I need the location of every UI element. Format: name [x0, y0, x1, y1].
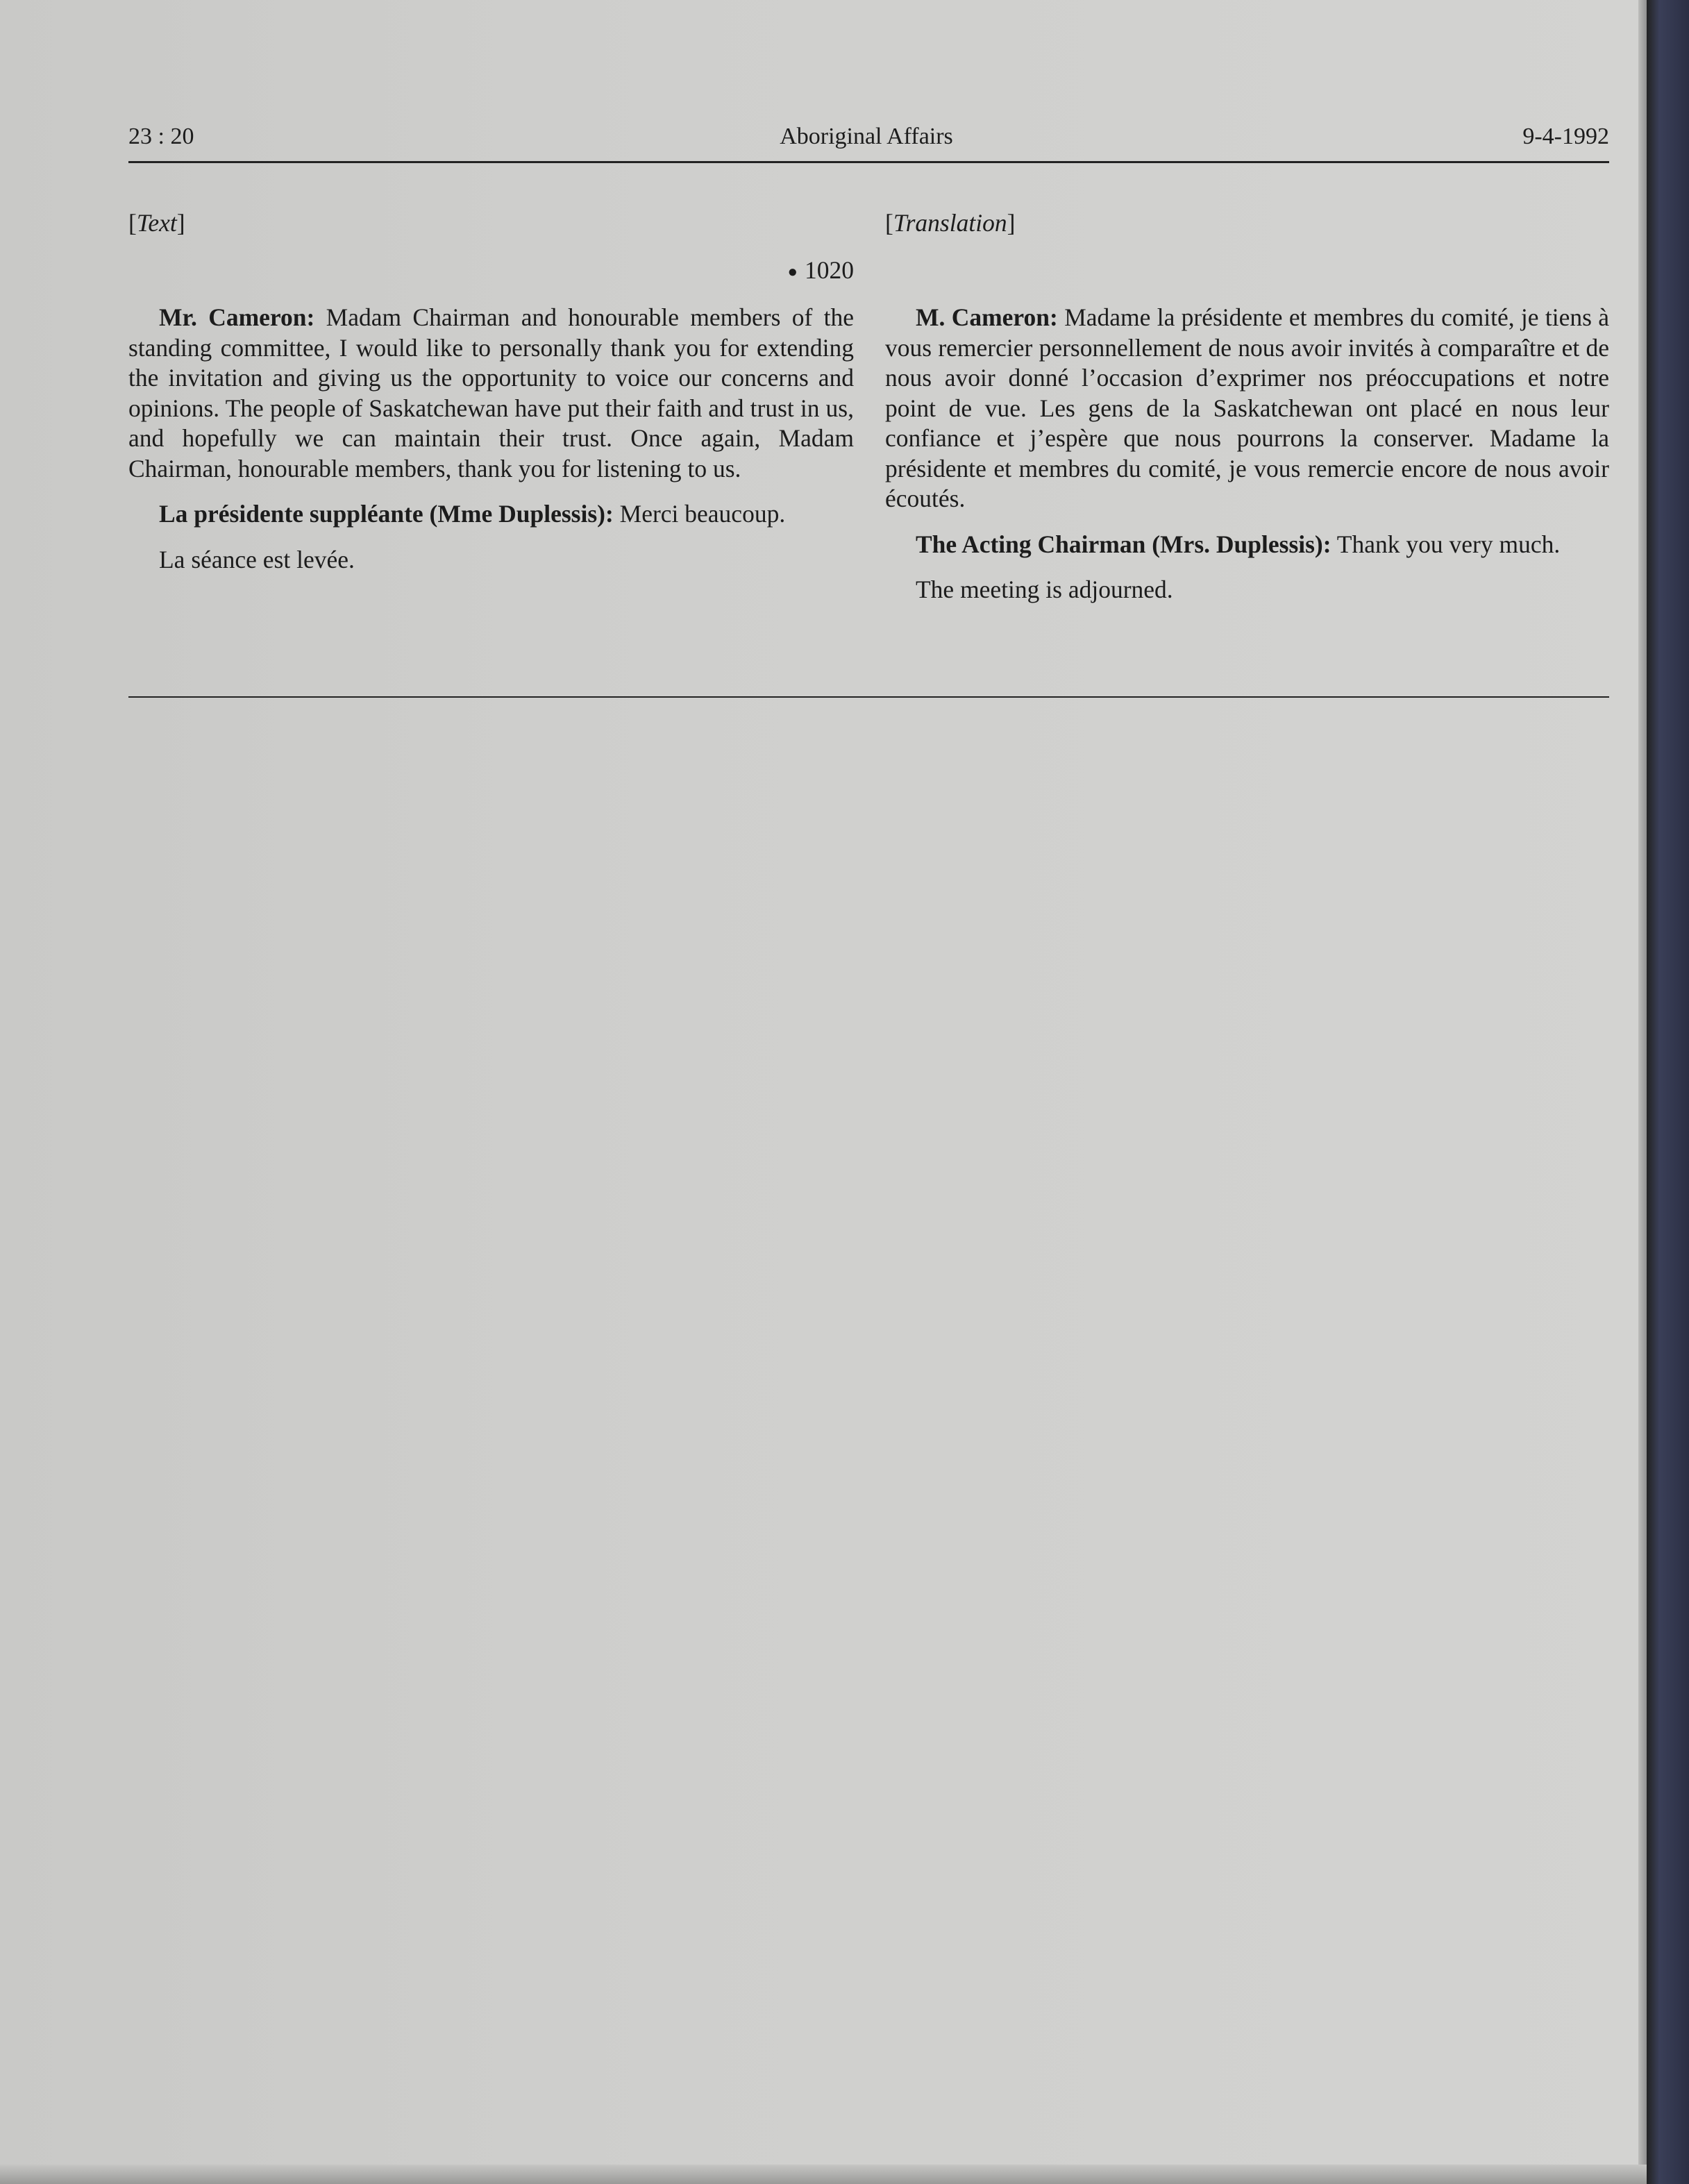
text-column-english: [128, 208, 854, 590]
header-rule: [128, 161, 1609, 163]
paragraph-adjourn-fr: La séance est levée.: [159, 545, 355, 573]
page-date: 9-4-1992: [1522, 124, 1609, 149]
section-tag-translation: [Translation]: [885, 209, 1016, 237]
paragraph-adjourn-en: The meeting is adjourned.: [916, 576, 1173, 603]
page-number: 23 : 20: [128, 124, 194, 149]
text-column-french: [885, 208, 1609, 621]
bullet-icon: ●: [787, 263, 798, 282]
time-stamp: ● 1020: [787, 256, 854, 284]
section-tag-text: [Text]: [128, 209, 185, 237]
book-spine: [1647, 0, 1689, 2184]
paragraph-cameron-en: Mr. Cameron: Madam Chairman and honourable members of the standing committee, I would like to personally thank you for extending the invitation and giving us the opportunity to voice our concerns and opinions. The people of Saskatchewan have put their faith and trust in us, and hopefully we can maintain their trust. Once again, Madam Chairman, honourable members, thank you for listening to us.: [128, 303, 854, 482]
paragraph-cameron-fr: M. Cameron: Madame la présidente et membres du comité, je tiens à vous remercier personnellement de nous avoir invités à comparaître et de nous avoir donné l’occasion d’exprimer nos préoccupations et notre point de vue. Les gens de la Saskatchewan ont placé en nous leur confiance et j’espère que nous pourrons la conserver. Madame la présidente et membres du comité, je vous remercie encore de nous avoir écoutés.: [885, 303, 1609, 512]
paragraph-chair-fr: La présidente suppléante (Mme Duplessis): Merci beaucoup.: [159, 500, 786, 528]
running-title: Aboriginal Affairs: [780, 124, 953, 149]
end-rule: [128, 696, 1609, 698]
paragraph-chair-en: The Acting Chairman (Mrs. Duplessis): Thank you very much.: [916, 530, 1561, 558]
page-bottom-edge: [0, 2165, 1647, 2184]
